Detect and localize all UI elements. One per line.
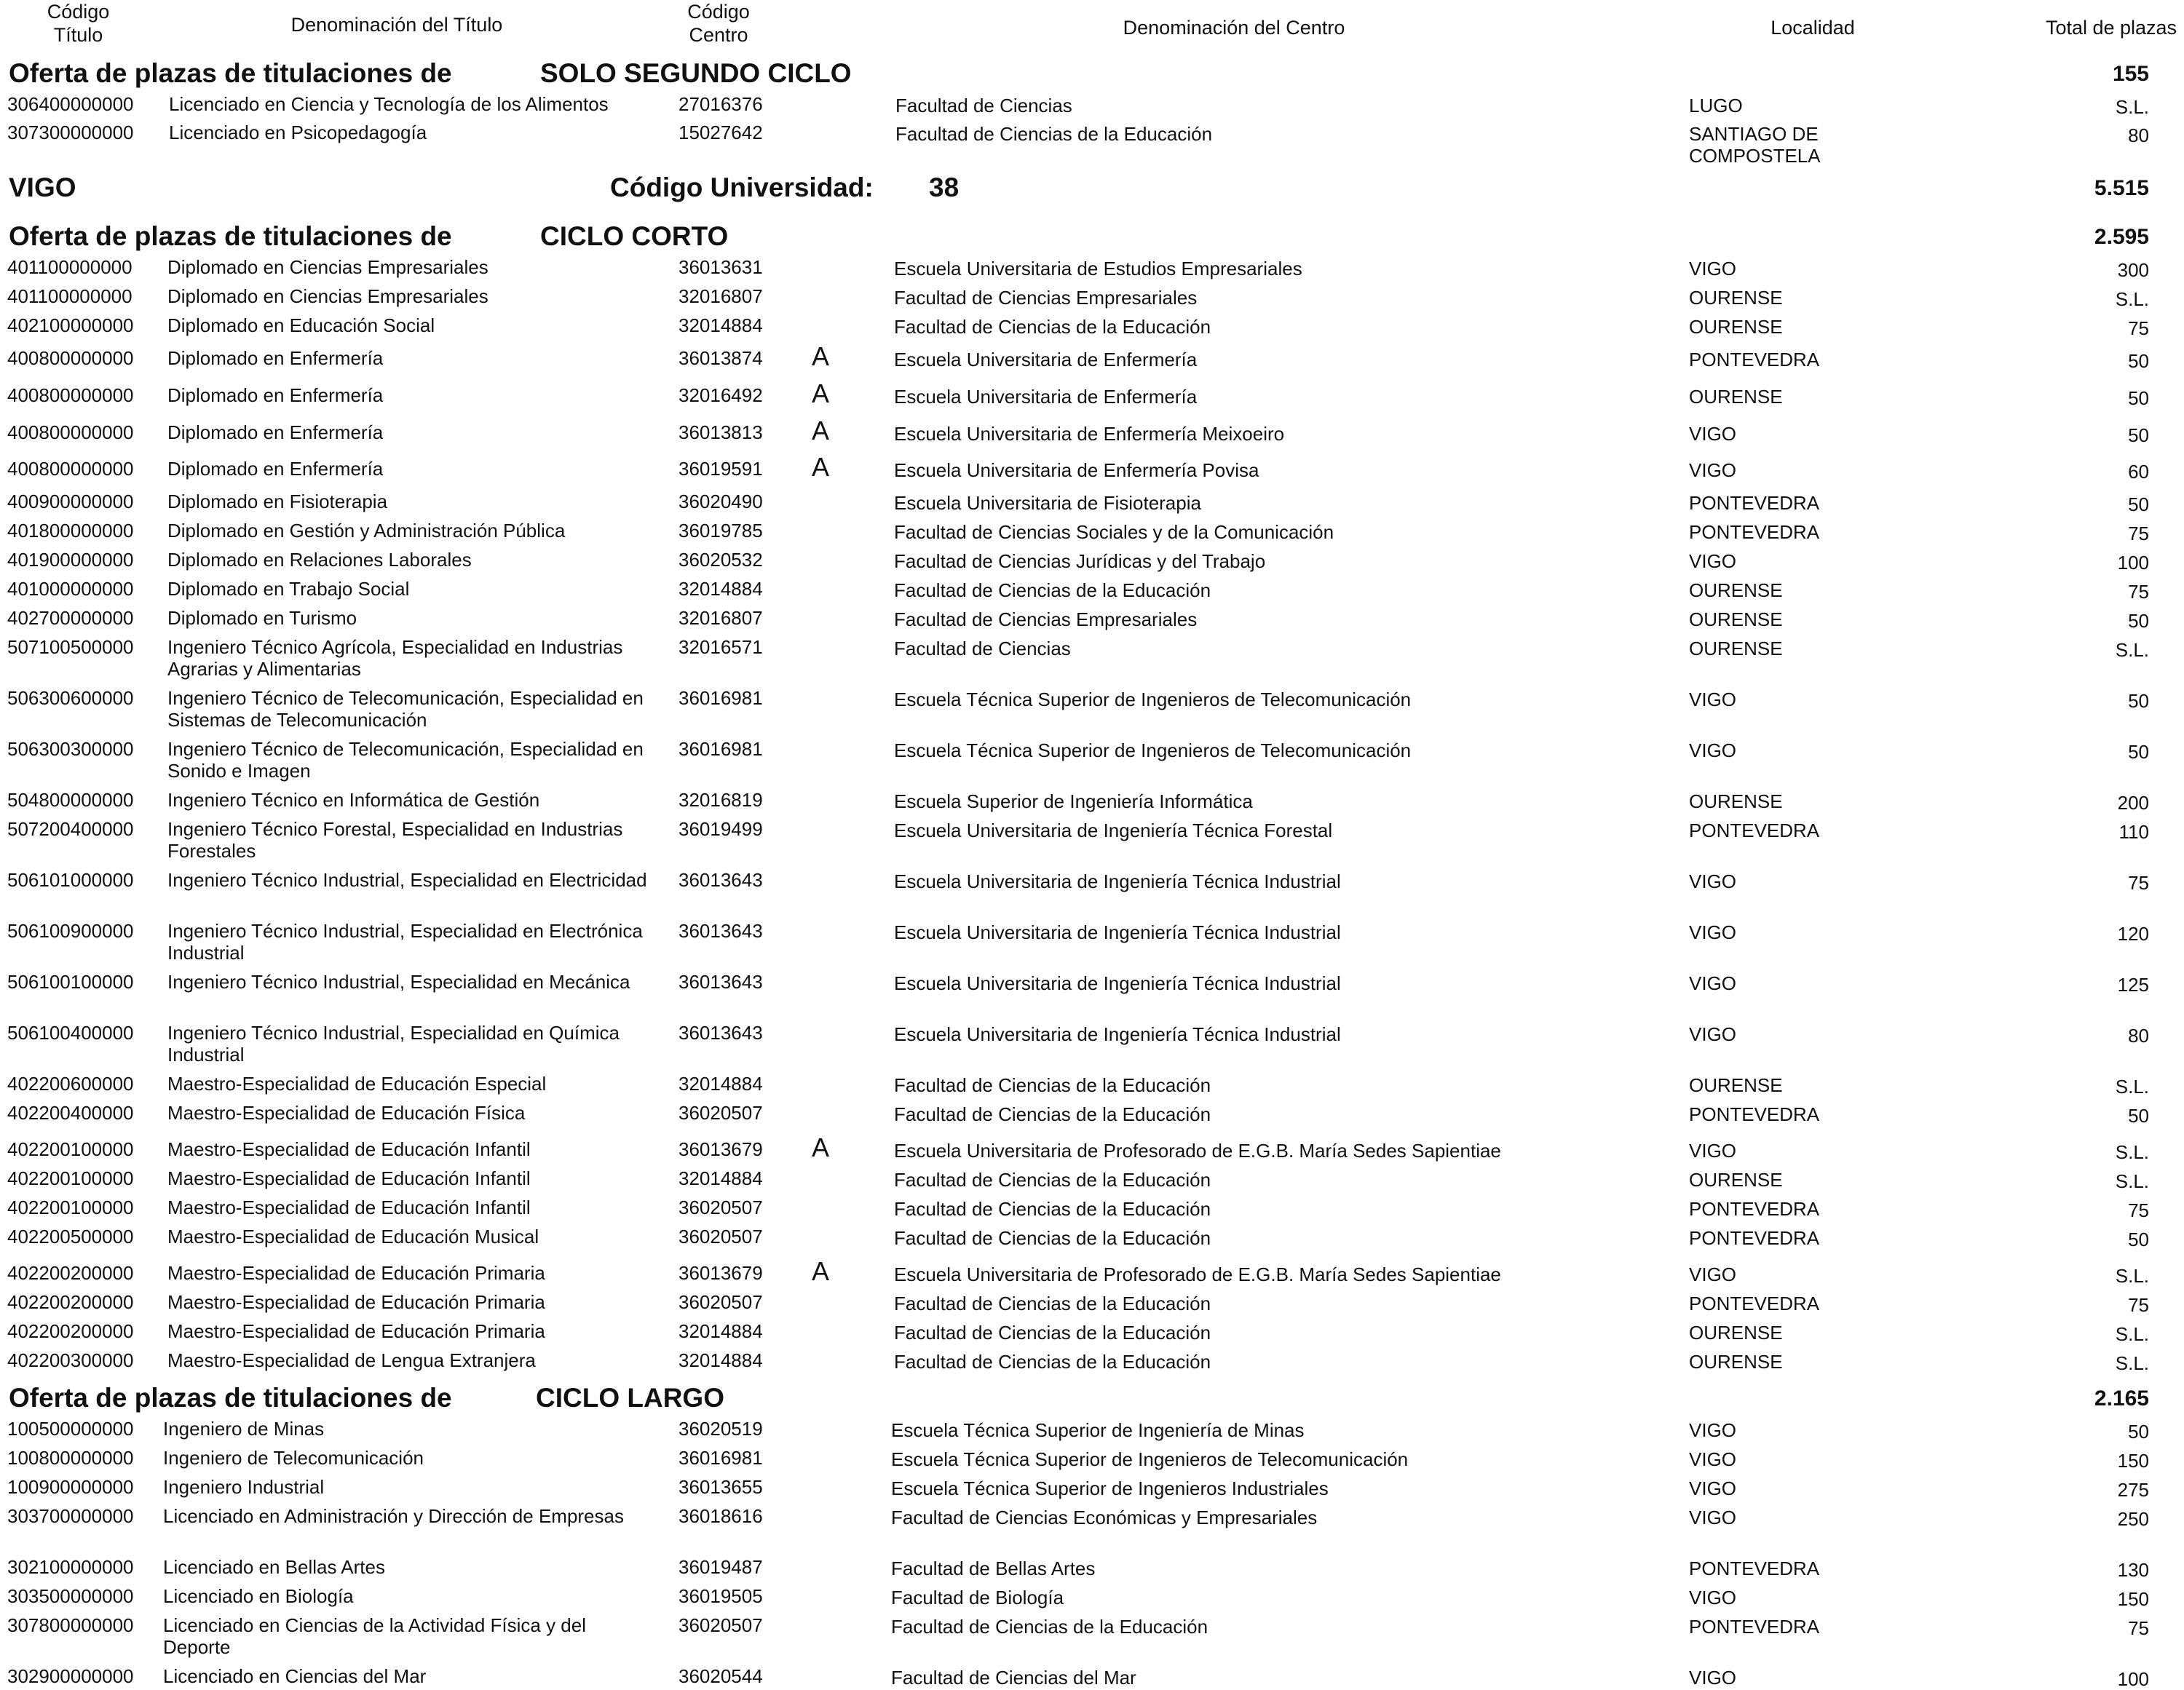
row-denominacion-titulo: Ingeniero de Minas (163, 1418, 325, 1440)
row-localidad: OURENSE (1689, 1322, 1783, 1344)
row-codigo-titulo: 402200200000 (7, 1291, 134, 1313)
row-localidad: VIGO (1689, 870, 1737, 892)
row-codigo-titulo: 400800000000 (7, 458, 134, 480)
row-denominacion-titulo: Maestro-Especialidad de Lengua Extranjera (167, 1349, 536, 1371)
row-total-plazas: 75 (2128, 1294, 2149, 1316)
row-codigo-titulo: 100900000000 (7, 1476, 134, 1498)
row-codigo-centro: 36019505 (678, 1585, 763, 1607)
row-denominacion-titulo: Ingeniero Técnico Forestal, Especialidad en Industrias Forestales (167, 818, 623, 862)
row-total-plazas: 75 (2128, 1617, 2149, 1639)
row-denominacion-titulo: Licenciado en Ciencias de la Actividad Física y del Deporte (163, 1614, 586, 1658)
row-codigo-centro: 36020544 (678, 1665, 763, 1687)
row-localidad: VIGO (1689, 1667, 1737, 1689)
section-cycle: CICLO CORTO (540, 221, 729, 251)
row-codigo-titulo: 507200400000 (7, 818, 134, 840)
row-denominacion-titulo: Licenciado en Ciencia y Tecnología de los Alimentos (169, 93, 609, 115)
row-denominacion-centro: Facultad de Ciencias Sociales y de la Comunicación (894, 521, 1334, 543)
row-localidad: PONTEVEDRA (1689, 1227, 1820, 1249)
row-denominacion-titulo: Maestro-Especialidad de Educación Primaria (167, 1262, 545, 1284)
row-total-plazas: 80 (2128, 124, 2149, 146)
row-codigo-centro: 36020507 (678, 1102, 763, 1124)
row-denominacion-titulo: Maestro-Especialidad de Educación Infantil (167, 1167, 531, 1189)
row-codigo-titulo: 402700000000 (7, 607, 134, 629)
row-localidad: OURENSE (1689, 287, 1783, 309)
row-denominacion-titulo: Diplomado en Trabajo Social (167, 578, 410, 600)
row-localidad: PONTEVEDRA (1689, 1616, 1820, 1638)
row-codigo-centro: 32014884 (678, 1349, 763, 1371)
row-codigo-titulo: 100800000000 (7, 1447, 134, 1469)
row-codigo-titulo: 402100000000 (7, 314, 134, 336)
section-label: Oferta de plazas de titulaciones de (9, 58, 452, 88)
row-flag: A (812, 452, 830, 482)
row-codigo-centro: 32014884 (678, 578, 763, 600)
row-denominacion-centro: Escuela Universitaria de Ingeniería Técnica Industrial (894, 921, 1341, 943)
row-denominacion-centro: Escuela Universitaria de Fisioterapia (894, 492, 1201, 514)
row-codigo-centro: 36013643 (678, 971, 763, 993)
row-denominacion-titulo: Ingeniero de Telecomunicación (163, 1447, 424, 1469)
row-denominacion-centro: Escuela Universitaria de Ingeniería Técnica Forestal (894, 820, 1333, 841)
row-denominacion-centro: Escuela Técnica Superior de Ingenieros Industriales (891, 1477, 1329, 1499)
header-codigo-centro: Código Centro (687, 1, 750, 46)
university-code-label: Código Universidad: (610, 172, 874, 202)
university-code: 38 (929, 172, 960, 202)
row-denominacion-centro: Escuela Universitaria de Ingeniería Técnica Industrial (894, 1023, 1341, 1045)
row-denominacion-titulo: Maestro-Especialidad de Educación Física (167, 1102, 526, 1124)
row-localidad: OURENSE (1689, 1351, 1783, 1373)
row-localidad: VIGO (1689, 1419, 1737, 1441)
row-flag: A (812, 416, 830, 445)
row-localidad: VIGO (1689, 689, 1737, 710)
row-codigo-centro: 36019591 (678, 458, 763, 480)
row-total-plazas: 75 (2128, 872, 2149, 894)
row-codigo-centro: 36013643 (678, 869, 763, 891)
row-localidad: VIGO (1689, 550, 1737, 572)
row-codigo-centro: 32014884 (678, 314, 763, 336)
row-denominacion-centro: Facultad de Ciencias Económicas y Empresariales (891, 1507, 1318, 1528)
row-denominacion-titulo: Licenciado en Bellas Artes (163, 1556, 385, 1578)
row-codigo-centro: 32014884 (678, 1073, 763, 1095)
row-denominacion-centro: Escuela Superior de Ingeniería Informática (894, 790, 1253, 812)
row-codigo-titulo: 402200600000 (7, 1073, 134, 1095)
row-localidad: OURENSE (1689, 1169, 1783, 1191)
row-total-plazas: 300 (2117, 259, 2149, 281)
row-total-plazas: S.L. (2115, 639, 2149, 661)
row-codigo-centro: 32014884 (678, 1167, 763, 1189)
row-denominacion-titulo: Maestro-Especialidad de Educación Musical (167, 1226, 539, 1247)
row-localidad: VIGO (1689, 1587, 1737, 1608)
row-codigo-centro: 36020507 (678, 1197, 763, 1218)
row-codigo-titulo: 303700000000 (7, 1505, 134, 1527)
row-codigo-centro: 36020507 (678, 1291, 763, 1313)
row-codigo-titulo: 402200100000 (7, 1167, 134, 1189)
row-denominacion-centro: Facultad de Bellas Artes (891, 1558, 1096, 1579)
row-localidad: PONTEVEDRA (1689, 1293, 1820, 1314)
row-denominacion-centro: Facultad de Ciencias Jurídicas y del Trabajo (894, 550, 1266, 572)
row-codigo-centro: 36013874 (678, 347, 763, 369)
row-codigo-titulo: 402200500000 (7, 1226, 134, 1247)
row-codigo-titulo: 400800000000 (7, 421, 134, 443)
row-codigo-centro: 36019487 (678, 1556, 763, 1578)
row-denominacion-titulo: Licenciado en Biología (163, 1585, 354, 1607)
header-localidad: Localidad (1770, 17, 1855, 39)
row-codigo-centro: 36020519 (678, 1418, 763, 1440)
row-codigo-centro: 32016492 (678, 384, 763, 406)
section-total: 2.165 (2094, 1386, 2149, 1411)
row-localidad: OURENSE (1689, 316, 1783, 338)
row-denominacion-titulo: Maestro-Especialidad de Educación Especial (167, 1073, 547, 1095)
row-denominacion-titulo: Licenciado en Administración y Dirección de Empresas (163, 1505, 624, 1527)
row-denominacion-centro: Facultad de Ciencias de la Educación (894, 1074, 1211, 1096)
row-total-plazas: 125 (2117, 974, 2149, 996)
row-denominacion-centro: Facultad de Ciencias de la Educación (894, 1293, 1211, 1314)
header-denominacion-centro: Denominación del Centro (1123, 17, 1345, 39)
row-denominacion-centro: Escuela Universitaria de Enfermería (894, 349, 1198, 370)
row-denominacion-centro: Facultad de Ciencias de la Educación (894, 1351, 1211, 1373)
row-codigo-titulo: 506300300000 (7, 738, 134, 760)
row-total-plazas: 250 (2117, 1508, 2149, 1530)
row-denominacion-centro: Facultad de Ciencias de la Educación (894, 1322, 1211, 1344)
row-denominacion-titulo: Licenciado en Ciencias del Mar (163, 1665, 427, 1687)
row-total-plazas: 50 (2128, 493, 2149, 515)
row-total-plazas: 60 (2128, 461, 2149, 483)
row-total-plazas: 50 (2128, 1105, 2149, 1127)
section-cycle: CICLO LARGO (536, 1383, 724, 1413)
section-label: Oferta de plazas de titulaciones de (9, 1383, 452, 1413)
row-denominacion-centro: Escuela Universitaria de Ingeniería Técnica Industrial (894, 870, 1341, 892)
row-flag: A (812, 1132, 830, 1162)
row-denominacion-centro: Facultad de Ciencias de la Educación (891, 1616, 1208, 1638)
row-denominacion-titulo: Licenciado en Psicopedagogía (169, 122, 427, 143)
row-total-plazas: 100 (2117, 1668, 2149, 1690)
row-denominacion-centro: Facultad de Ciencias del Mar (891, 1667, 1136, 1689)
row-codigo-centro: 15027642 (678, 122, 763, 143)
row-localidad: PONTEVEDRA (1689, 349, 1820, 370)
row-flag: A (812, 341, 830, 371)
row-total-plazas: S.L. (2115, 1170, 2149, 1192)
row-codigo-titulo: 506100100000 (7, 971, 134, 993)
row-codigo-centro: 36019499 (678, 818, 763, 840)
row-localidad: SANTIAGO DE COMPOSTELA (1689, 123, 1821, 167)
row-denominacion-centro: Facultad de Ciencias de la Educación (894, 1103, 1211, 1125)
row-total-plazas: S.L. (2115, 1352, 2149, 1374)
row-localidad: VIGO (1689, 972, 1737, 994)
row-codigo-titulo: 506100900000 (7, 920, 134, 942)
row-localidad: OURENSE (1689, 386, 1783, 408)
row-denominacion-centro: Facultad de Ciencias de la Educación (894, 1227, 1211, 1249)
university-total: 5.515 (2094, 176, 2149, 200)
row-localidad: VIGO (1689, 921, 1737, 943)
row-localidad: OURENSE (1689, 608, 1783, 630)
row-denominacion-centro: Escuela Universitaria de Enfermería Povisa (894, 459, 1259, 481)
row-codigo-centro: 32016807 (678, 607, 763, 629)
row-denominacion-titulo: Diplomado en Educación Social (167, 314, 435, 336)
section-total: 155 (2112, 62, 2149, 86)
row-denominacion-titulo: Ingeniero Técnico Industrial, Especialidad en Mecánica (167, 971, 630, 993)
row-total-plazas: 120 (2117, 923, 2149, 945)
row-codigo-titulo: 507100500000 (7, 636, 134, 658)
row-total-plazas: 50 (2128, 424, 2149, 446)
row-total-plazas: S.L. (2115, 288, 2149, 310)
row-denominacion-centro: Escuela Técnica Superior de Ingenieros de Telecomunicación (894, 689, 1412, 710)
row-codigo-titulo: 401800000000 (7, 520, 134, 541)
row-codigo-centro: 36020490 (678, 491, 763, 512)
row-codigo-titulo: 506101000000 (7, 869, 134, 891)
row-codigo-centro: 36016981 (678, 738, 763, 760)
row-denominacion-centro: Facultad de Ciencias de la Educación (894, 579, 1211, 601)
row-total-plazas: 50 (2128, 741, 2149, 763)
row-total-plazas: 50 (2128, 1229, 2149, 1250)
row-codigo-centro: 36013655 (678, 1476, 763, 1498)
row-localidad: VIGO (1689, 459, 1737, 481)
section-label: Oferta de plazas de titulaciones de (9, 221, 452, 251)
row-localidad: VIGO (1689, 1477, 1737, 1499)
row-codigo-centro: 36020532 (678, 549, 763, 571)
row-codigo-titulo: 307800000000 (7, 1614, 134, 1636)
row-total-plazas: 110 (2118, 821, 2149, 843)
row-localidad: VIGO (1689, 1507, 1737, 1528)
row-denominacion-titulo: Maestro-Especialidad de Educación Infantil (167, 1138, 531, 1160)
row-denominacion-titulo: Ingeniero Técnico de Telecomunicación, Especialidad en Sistemas de Telecomunicación (167, 687, 644, 731)
row-codigo-centro: 36016981 (678, 687, 763, 709)
row-denominacion-titulo: Diplomado en Turismo (167, 607, 357, 629)
row-denominacion-centro: Escuela Universitaria de Profesorado de E.G.B. María Sedes Sapientiae (894, 1140, 1501, 1162)
row-denominacion-centro: Facultad de Ciencias de la Educación (894, 1198, 1211, 1220)
row-total-plazas: 80 (2128, 1025, 2149, 1047)
row-codigo-centro: 27016376 (678, 93, 763, 115)
row-denominacion-titulo: Diplomado en Gestión y Administración Pública (167, 520, 566, 541)
row-codigo-centro: 36019785 (678, 520, 763, 541)
row-localidad: PONTEVEDRA (1689, 492, 1820, 514)
row-codigo-titulo: 306400000000 (7, 93, 134, 115)
row-denominacion-titulo: Diplomado en Relaciones Laborales (167, 549, 472, 571)
row-codigo-titulo: 402200100000 (7, 1138, 134, 1160)
row-total-plazas: 130 (2117, 1559, 2149, 1581)
row-denominacion-titulo: Ingeniero Técnico de Telecomunicación, Especialidad en Sonido e Imagen (167, 738, 644, 782)
row-denominacion-centro: Facultad de Ciencias Empresariales (894, 287, 1198, 309)
header-denominacion-titulo: Denominación del Título (290, 14, 503, 36)
row-localidad: VIGO (1689, 258, 1737, 279)
header-total-plazas: Total de plazas (2045, 17, 2177, 39)
row-codigo-centro: 36020507 (678, 1226, 763, 1247)
row-denominacion-centro: Escuela Universitaria de Estudios Empresariales (894, 258, 1302, 279)
row-localidad: OURENSE (1689, 638, 1783, 659)
row-denominacion-centro: Escuela Universitaria de Enfermería Meixoeiro (894, 423, 1285, 445)
row-codigo-titulo: 402200300000 (7, 1349, 134, 1371)
row-denominacion-centro: Facultad de Ciencias de la Educación (894, 1169, 1211, 1191)
row-total-plazas: 50 (2128, 690, 2149, 712)
row-denominacion-titulo: Diplomado en Ciencias Empresariales (167, 256, 488, 278)
row-denominacion-centro: Escuela Técnica Superior de Ingenieros de Telecomunicación (894, 739, 1412, 761)
row-codigo-centro: 32014884 (678, 1320, 763, 1342)
row-total-plazas: 50 (2128, 1421, 2149, 1443)
row-codigo-centro: 36020507 (678, 1614, 763, 1636)
row-localidad: LUGO (1689, 95, 1743, 116)
row-denominacion-titulo: Maestro-Especialidad de Educación Primaria (167, 1291, 545, 1313)
row-codigo-titulo: 100500000000 (7, 1418, 134, 1440)
row-codigo-titulo: 400900000000 (7, 491, 134, 512)
row-total-plazas: 275 (2117, 1479, 2149, 1501)
row-total-plazas: 100 (2117, 552, 2149, 574)
row-total-plazas: 75 (2128, 523, 2149, 544)
row-denominacion-titulo: Ingeniero Técnico en Informática de Gestión (167, 789, 540, 811)
row-codigo-centro: 36013631 (678, 256, 763, 278)
row-codigo-centro: 36016981 (678, 1447, 763, 1469)
row-denominacion-centro: Escuela Técnica Superior de Ingenieros de Telecomunicación (891, 1448, 1409, 1470)
row-denominacion-centro: Facultad de Ciencias Empresariales (894, 608, 1198, 630)
row-codigo-centro: 36018616 (678, 1505, 763, 1527)
row-codigo-titulo: 506100400000 (7, 1022, 134, 1044)
row-codigo-titulo: 401100000000 (7, 285, 132, 307)
row-localidad: VIGO (1689, 423, 1737, 445)
row-localidad: PONTEVEDRA (1689, 1198, 1820, 1220)
row-codigo-titulo: 401900000000 (7, 549, 134, 571)
row-denominacion-titulo: Maestro-Especialidad de Educación Infantil (167, 1197, 531, 1218)
row-total-plazas: 75 (2128, 1199, 2149, 1221)
row-total-plazas: S.L. (2115, 1323, 2149, 1345)
row-denominacion-titulo: Diplomado en Fisioterapia (167, 491, 388, 512)
row-codigo-titulo: 402200400000 (7, 1102, 134, 1124)
row-codigo-centro: 36013679 (678, 1262, 763, 1284)
row-total-plazas: 50 (2128, 387, 2149, 409)
row-denominacion-titulo: Ingeniero Técnico Industrial, Especialidad en Electrónica Industrial (167, 920, 643, 964)
row-localidad: VIGO (1689, 1140, 1737, 1162)
row-localidad: OURENSE (1689, 579, 1783, 601)
row-denominacion-titulo: Diplomado en Enfermería (167, 347, 384, 369)
row-codigo-centro: 32016571 (678, 636, 763, 658)
row-denominacion-centro: Facultad de Ciencias de la Educación (894, 316, 1211, 338)
row-codigo-centro: 36013679 (678, 1138, 763, 1160)
row-denominacion-titulo: Diplomado en Enfermería (167, 421, 384, 443)
row-localidad: VIGO (1689, 1023, 1737, 1045)
row-flag: A (812, 378, 830, 408)
row-codigo-titulo: 307300000000 (7, 122, 134, 143)
row-localidad: PONTEVEDRA (1689, 1558, 1820, 1579)
row-codigo-titulo: 401100000000 (7, 256, 132, 278)
row-codigo-centro: 32016807 (678, 285, 763, 307)
row-total-plazas: 50 (2128, 610, 2149, 632)
row-denominacion-centro: Escuela Universitaria de Profesorado de E.G.B. María Sedes Sapientiae (894, 1263, 1501, 1285)
row-total-plazas: S.L. (2115, 96, 2149, 118)
row-total-plazas: 50 (2128, 350, 2149, 372)
row-total-plazas: 200 (2117, 792, 2149, 814)
section-total: 2.595 (2094, 225, 2149, 249)
row-codigo-titulo: 402200100000 (7, 1197, 134, 1218)
row-denominacion-centro: Facultad de Ciencias (894, 638, 1071, 659)
row-total-plazas: 150 (2117, 1588, 2149, 1610)
row-denominacion-centro: Facultad de Ciencias (895, 95, 1072, 116)
row-codigo-titulo: 400800000000 (7, 384, 134, 406)
row-codigo-titulo: 504800000000 (7, 789, 134, 811)
row-denominacion-centro: Facultad de Ciencias de la Educación (895, 123, 1213, 145)
row-codigo-centro: 36013813 (678, 421, 763, 443)
row-localidad: VIGO (1689, 1448, 1737, 1470)
row-flag: A (812, 1256, 830, 1286)
row-denominacion-centro: Escuela Universitaria de Enfermería (894, 386, 1198, 408)
row-localidad: PONTEVEDRA (1689, 1103, 1820, 1125)
row-codigo-titulo: 303500000000 (7, 1585, 134, 1607)
row-localidad: PONTEVEDRA (1689, 820, 1820, 841)
row-denominacion-centro: Escuela Técnica Superior de Ingeniería de Minas (891, 1419, 1305, 1441)
row-codigo-titulo: 401000000000 (7, 578, 134, 600)
row-denominacion-titulo: Diplomado en Ciencias Empresariales (167, 285, 488, 307)
row-codigo-titulo: 402200200000 (7, 1262, 134, 1284)
row-codigo-titulo: 302900000000 (7, 1665, 134, 1687)
row-total-plazas: 75 (2128, 317, 2149, 339)
row-localidad: VIGO (1689, 739, 1737, 761)
row-codigo-titulo: 506300600000 (7, 687, 134, 709)
row-denominacion-centro: Escuela Universitaria de Ingeniería Técnica Industrial (894, 972, 1341, 994)
row-localidad: VIGO (1689, 1263, 1737, 1285)
row-denominacion-titulo: Diplomado en Enfermería (167, 384, 384, 406)
row-codigo-titulo: 402200200000 (7, 1320, 134, 1342)
row-localidad: PONTEVEDRA (1689, 521, 1820, 543)
row-denominacion-centro: Facultad de Biología (891, 1587, 1064, 1608)
row-total-plazas: 75 (2128, 581, 2149, 603)
header-codigo-titulo: Código Título (47, 1, 110, 46)
row-codigo-titulo: 400800000000 (7, 347, 134, 369)
row-codigo-centro: 36013643 (678, 920, 763, 942)
section-cycle: SOLO SEGUNDO CICLO (540, 58, 852, 88)
row-denominacion-titulo: Ingeniero Técnico Agrícola, Especialidad en Industrias Agrarias y Alimentarias (167, 636, 623, 680)
row-localidad: OURENSE (1689, 1074, 1783, 1096)
row-denominacion-titulo: Ingeniero Técnico Industrial, Especialidad en Electricidad (167, 869, 647, 891)
row-codigo-centro: 32016819 (678, 789, 763, 811)
row-total-plazas: S.L. (2115, 1265, 2149, 1287)
university-name: VIGO (9, 172, 76, 202)
row-codigo-centro: 36013643 (678, 1022, 763, 1044)
row-denominacion-titulo: Diplomado en Enfermería (167, 458, 384, 480)
row-total-plazas: S.L. (2115, 1076, 2149, 1098)
row-denominacion-titulo: Ingeniero Técnico Industrial, Especialidad en Química Industrial (167, 1022, 620, 1066)
row-denominacion-titulo: Ingeniero Industrial (163, 1476, 325, 1498)
row-total-plazas: S.L. (2115, 1141, 2149, 1163)
row-total-plazas: 150 (2117, 1450, 2149, 1472)
row-codigo-titulo: 302100000000 (7, 1556, 134, 1578)
row-localidad: OURENSE (1689, 790, 1783, 812)
row-denominacion-titulo: Maestro-Especialidad de Educación Primaria (167, 1320, 545, 1342)
